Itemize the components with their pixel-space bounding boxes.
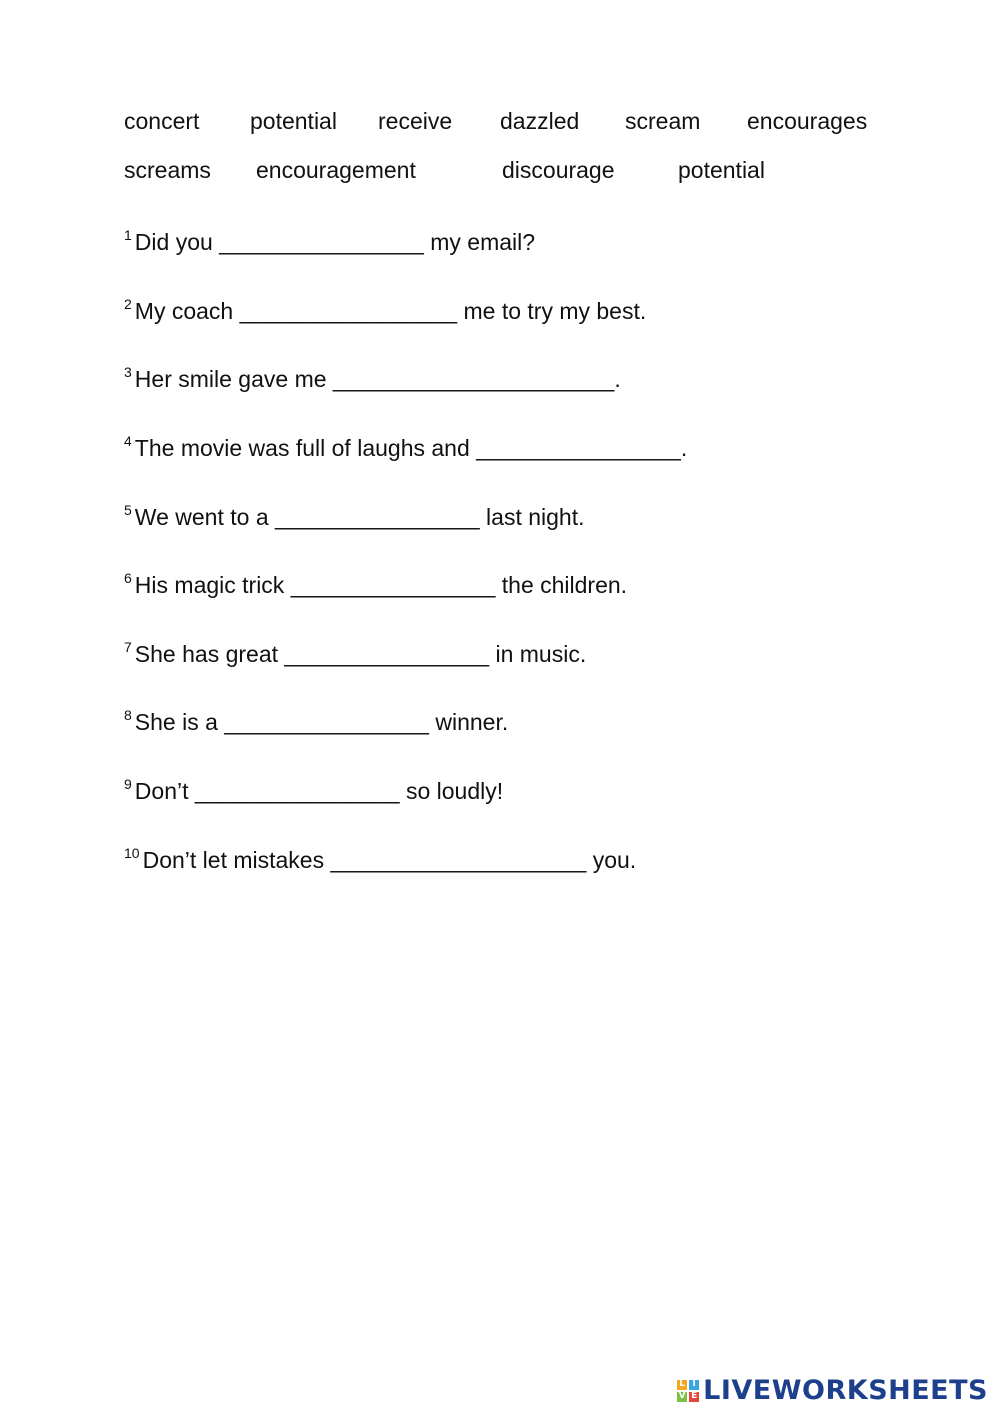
answer-blank[interactable]: ________________	[219, 229, 424, 255]
question-number: 4	[124, 433, 132, 449]
answer-blank[interactable]: ________________	[224, 709, 429, 735]
question-text-before: His magic trick	[134, 572, 291, 598]
question-text-after: in music.	[489, 641, 587, 667]
word-bank-word: potential	[678, 157, 765, 183]
logo-letter: E	[691, 1391, 698, 1401]
word-bank-row-2	[124, 157, 884, 206]
question-9	[124, 778, 503, 805]
word-bank-word: scream	[625, 108, 701, 134]
question-4	[124, 435, 687, 462]
question-text-before: She has great	[134, 641, 285, 667]
question-text-after: last night.	[479, 504, 585, 530]
question-number: 8	[124, 707, 132, 723]
word-bank-word: encouragement	[256, 157, 416, 183]
question-number: 10	[124, 845, 140, 861]
logo-text: LIVEWORKSHEETS	[703, 1375, 988, 1406]
question-number: 6	[124, 570, 132, 586]
question-text-before: Don’t let mistakes	[142, 847, 331, 873]
word-bank	[124, 108, 884, 206]
word-bank-word: discourage	[502, 157, 615, 183]
logo-letter: L	[677, 1380, 687, 1390]
word-bank-word: dazzled	[500, 108, 580, 134]
question-text-after: winner.	[428, 709, 509, 735]
answer-blank[interactable]: ____________________	[330, 847, 587, 873]
question-text-before: She is a	[134, 709, 225, 735]
question-6	[124, 572, 627, 599]
question-3	[124, 366, 621, 393]
answer-blank[interactable]: ________________	[284, 641, 490, 667]
question-7	[124, 641, 586, 668]
question-number: 2	[124, 296, 132, 312]
question-text-after: .	[680, 435, 688, 461]
question-text-before: The movie was full of laughs and	[134, 435, 477, 461]
question-8	[124, 709, 508, 736]
question-number: 1	[124, 227, 132, 243]
answer-blank[interactable]: ________________	[476, 435, 681, 461]
answer-blank[interactable]: _________________	[239, 298, 458, 324]
question-text-after: me to try my best.	[457, 298, 647, 324]
question-text-before: Her smile gave me	[134, 366, 333, 392]
word-bank-row-1	[124, 108, 884, 157]
word-bank-word: potential	[250, 108, 337, 134]
question-text-before: Did you	[134, 229, 220, 255]
question-number: 7	[124, 639, 132, 655]
logo-mark-icon	[677, 1380, 699, 1402]
question-number: 9	[124, 776, 132, 792]
question-text-after: you.	[586, 847, 637, 873]
question-text-before: Don’t	[134, 778, 195, 804]
question-text-after: .	[614, 366, 621, 392]
logo-letter: I	[689, 1380, 699, 1390]
word-bank-word: screams	[124, 157, 211, 183]
liveworksheets-logo	[677, 1375, 988, 1406]
question-text-after: so loudly!	[399, 778, 504, 804]
question-number: 5	[124, 502, 132, 518]
question-text-after: my email?	[423, 229, 536, 255]
question-text-before: My coach	[134, 298, 240, 324]
answer-blank[interactable]: ________________	[290, 572, 496, 598]
word-bank-word: receive	[378, 108, 453, 134]
question-1	[124, 229, 535, 256]
logo-letter: V	[678, 1391, 686, 1401]
answer-blank[interactable]: ________________	[275, 504, 480, 530]
question-2	[124, 298, 646, 325]
answer-blank[interactable]: ______________________	[332, 366, 615, 392]
question-number: 3	[124, 364, 132, 380]
word-bank-word: concert	[124, 108, 200, 134]
word-bank-word: encourages	[747, 108, 868, 134]
question-10	[124, 847, 636, 874]
question-text-before: We went to a	[134, 504, 275, 530]
answer-blank[interactable]: ________________	[194, 778, 400, 804]
question-text-after: the children.	[495, 572, 628, 598]
question-5	[124, 504, 585, 531]
